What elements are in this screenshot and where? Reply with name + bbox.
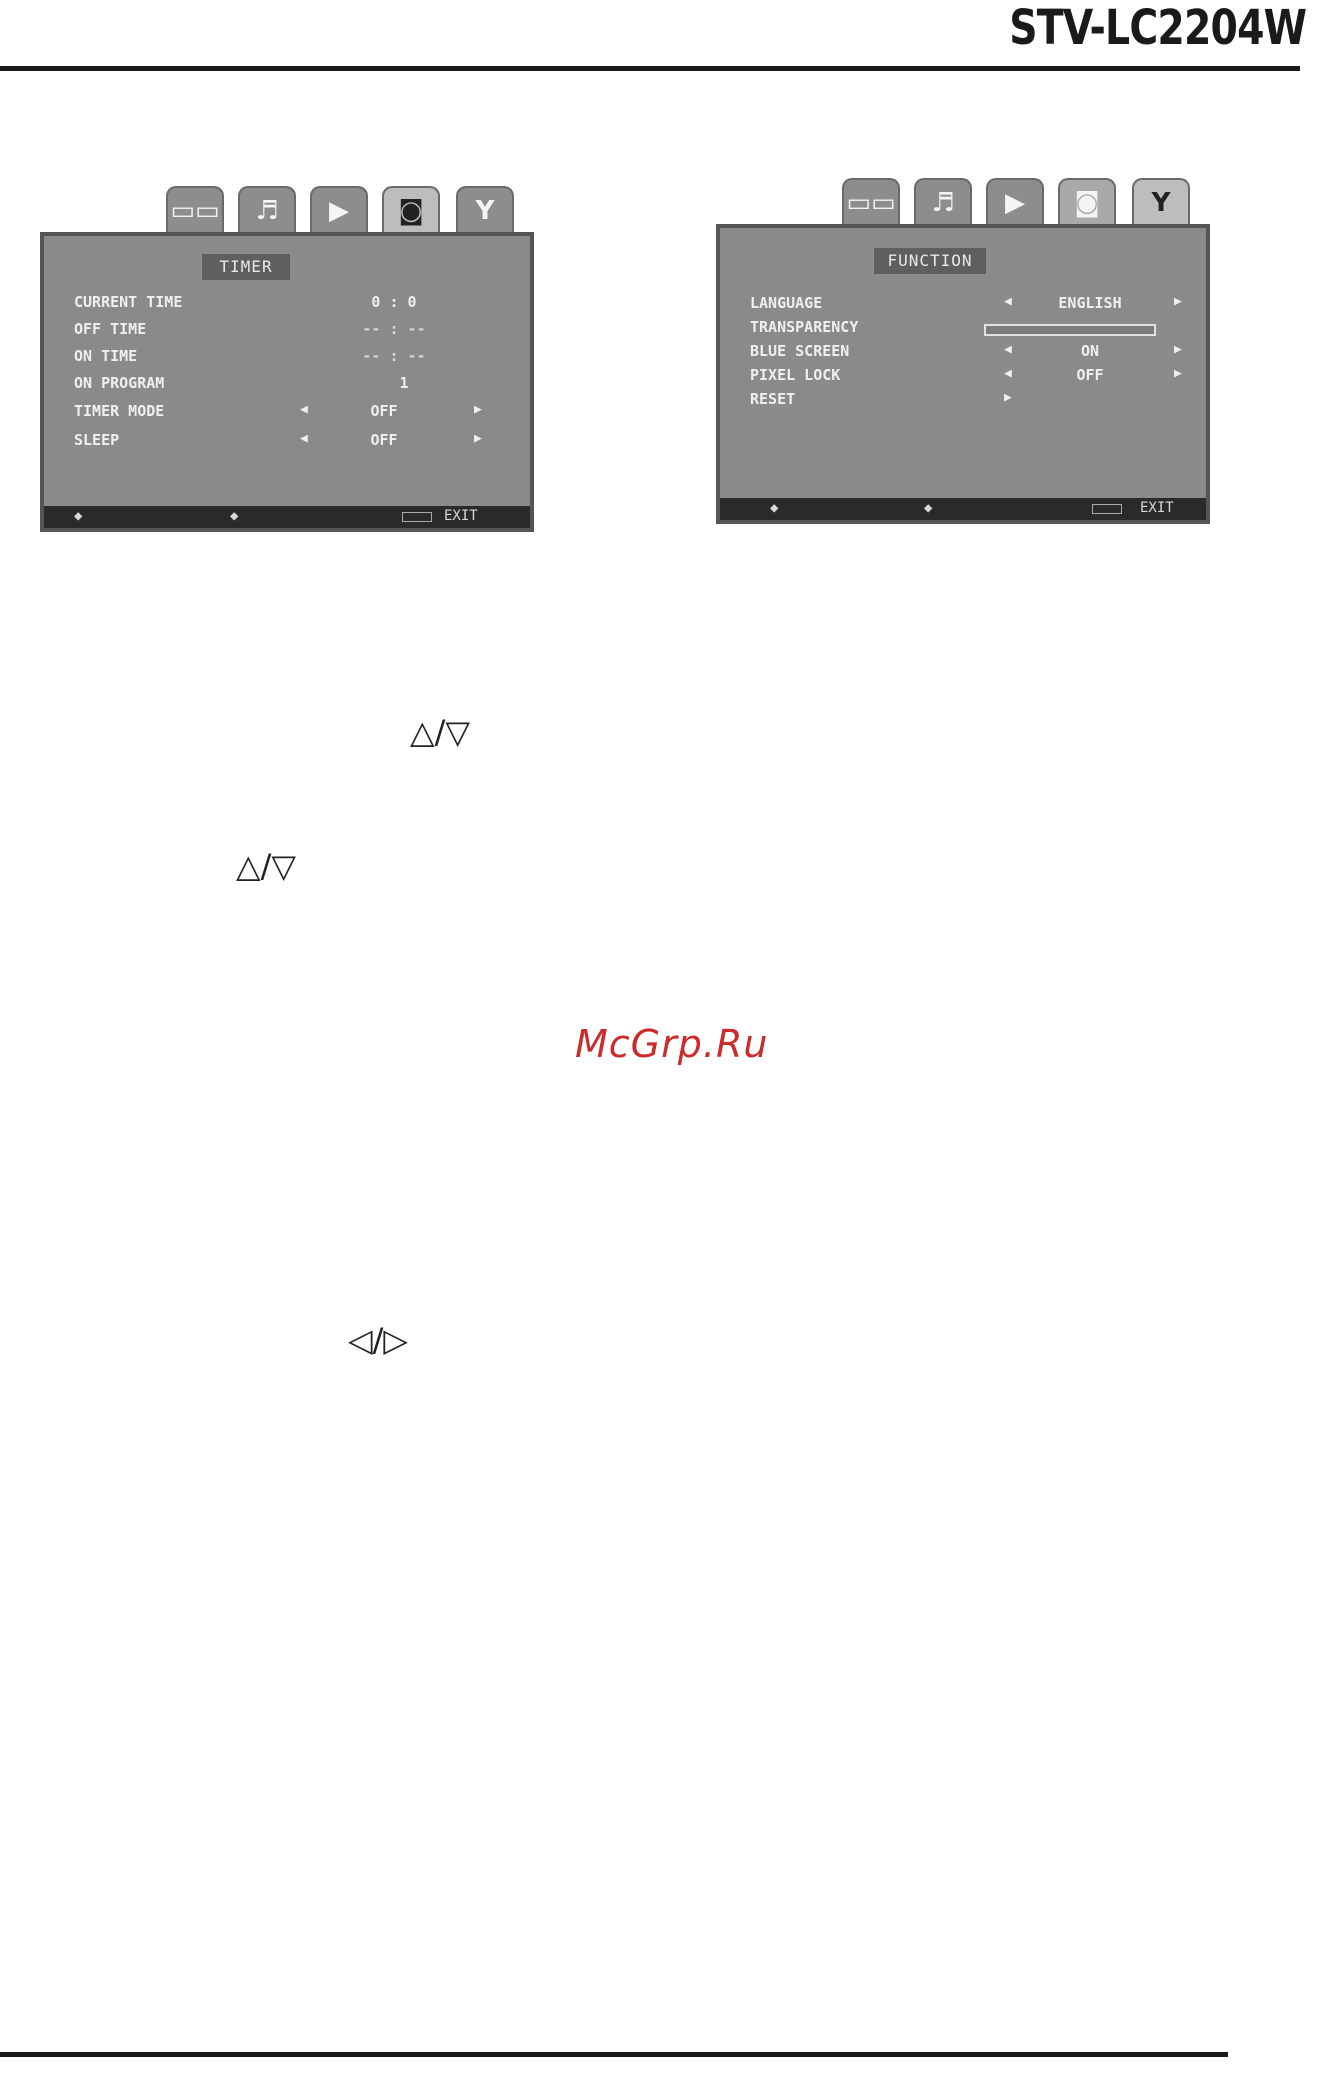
channel-icon: ▶ — [329, 196, 349, 226]
row-label: RESET — [750, 390, 796, 408]
row-label: LANGUAGE — [750, 294, 823, 312]
picture-icon: ▭▭ — [846, 188, 896, 218]
timer-osd-body — [40, 232, 534, 532]
function-osd-body — [716, 224, 1210, 524]
row-label: TRANSPARENCY — [750, 318, 859, 336]
row-value: -- : -- — [362, 320, 426, 338]
music-note-icon: ♬ — [255, 196, 279, 226]
function-tab-sound[interactable] — [914, 178, 972, 226]
arrow-right-icon[interactable]: ▶ — [1174, 294, 1182, 309]
up-down-nav-icon: ◆ — [230, 508, 239, 524]
timer-tab-timer[interactable] — [382, 186, 440, 234]
footer-rule — [0, 2052, 1228, 2057]
row-label: PIXEL LOCK — [750, 366, 841, 384]
exit-hint[interactable]: EXIT — [1140, 500, 1174, 516]
timer-tab-sound[interactable] — [238, 186, 296, 234]
timer-tab-picture[interactable] — [166, 186, 224, 234]
timer-row-current-time[interactable] — [74, 293, 500, 317]
timer-row-sleep[interactable] — [74, 431, 500, 455]
music-note-icon: ♬ — [931, 188, 955, 218]
up-down-arrows-symbol: △/▽ — [236, 847, 296, 885]
arrow-right-icon[interactable]: ▶ — [1004, 390, 1012, 405]
function-osd-tabs — [716, 178, 1210, 224]
left-right-nav-icon: ◆ — [74, 508, 83, 524]
function-row-reset[interactable] — [750, 390, 1176, 414]
timer-icon: ◙ — [1074, 188, 1100, 218]
up-down-arrows-symbol: △/▽ — [410, 713, 470, 751]
menu-key-icon — [402, 512, 432, 522]
row-label: CURRENT TIME — [74, 293, 183, 311]
function-osd-footer — [720, 498, 1206, 520]
row-label: ON TIME — [74, 347, 138, 365]
wrench-icon: Y — [1151, 188, 1171, 218]
arrow-right-icon[interactable]: ▶ — [474, 402, 482, 417]
row-value: ON — [1080, 342, 1100, 360]
row-value: OFF — [370, 402, 398, 420]
timer-osd-tabs — [40, 186, 534, 232]
row-value: -- : -- — [362, 347, 426, 365]
function-osd-menu — [716, 178, 1210, 524]
transparency-slider[interactable] — [984, 324, 1156, 336]
function-tab-channel[interactable] — [986, 178, 1044, 226]
function-row-pixel-lock[interactable] — [750, 366, 1182, 390]
row-value: 0 : 0 — [371, 293, 417, 311]
row-label: BLUE SCREEN — [750, 342, 850, 360]
function-tab-picture[interactable] — [842, 178, 900, 226]
arrow-left-icon[interactable]: ◀ — [1004, 294, 1012, 309]
function-row-language[interactable] — [750, 294, 1182, 318]
left-right-nav-icon: ◆ — [770, 500, 779, 516]
up-down-nav-icon: ◆ — [924, 500, 933, 516]
arrow-right-icon[interactable]: ▶ — [1174, 366, 1182, 381]
arrow-right-icon[interactable]: ▶ — [474, 431, 482, 446]
arrow-right-icon[interactable]: ▶ — [1174, 342, 1182, 357]
timer-tab-setup[interactable] — [456, 186, 514, 234]
row-label: SLEEP — [74, 431, 120, 449]
wrench-icon: Y — [475, 196, 495, 226]
timer-osd-title: TIMER — [202, 254, 290, 280]
row-label: OFF TIME — [74, 320, 147, 338]
timer-row-off-time[interactable] — [74, 320, 500, 344]
menu-key-icon — [1092, 504, 1122, 514]
picture-icon: ▭▭ — [170, 196, 220, 226]
arrow-left-icon[interactable]: ◀ — [1004, 342, 1012, 357]
row-value: ENGLISH — [1058, 294, 1122, 312]
watermark: McGrp.Ru — [575, 1022, 769, 1066]
arrow-left-icon[interactable]: ◀ — [300, 431, 308, 446]
row-label: TIMER MODE — [74, 402, 165, 420]
timer-row-on-program[interactable] — [74, 374, 500, 398]
function-row-blue-screen[interactable] — [750, 342, 1182, 366]
timer-tab-channel[interactable] — [310, 186, 368, 234]
timer-row-timer-mode[interactable] — [74, 402, 500, 426]
function-row-transparency[interactable] — [750, 318, 1176, 342]
row-value: OFF — [1076, 366, 1104, 384]
model-title: STV-LC2204W — [1008, 0, 1306, 56]
function-osd-title: FUNCTION — [874, 248, 986, 274]
channel-icon: ▶ — [1005, 188, 1025, 218]
timer-icon: ◙ — [398, 196, 424, 226]
function-tab-setup[interactable] — [1132, 178, 1190, 226]
arrow-left-icon[interactable]: ◀ — [1004, 366, 1012, 381]
function-tab-timer[interactable] — [1058, 178, 1116, 226]
header-rule — [0, 66, 1300, 71]
row-value: OFF — [370, 431, 398, 449]
row-label: ON PROGRAM — [74, 374, 165, 392]
left-right-arrows-symbol: ◁/▷ — [348, 1321, 408, 1359]
timer-osd-menu — [40, 186, 534, 532]
arrow-left-icon[interactable]: ◀ — [300, 402, 308, 417]
timer-osd-footer — [44, 506, 530, 528]
row-value: 1 — [399, 374, 409, 392]
timer-row-on-time[interactable] — [74, 347, 500, 371]
exit-hint[interactable]: EXIT — [444, 508, 478, 524]
